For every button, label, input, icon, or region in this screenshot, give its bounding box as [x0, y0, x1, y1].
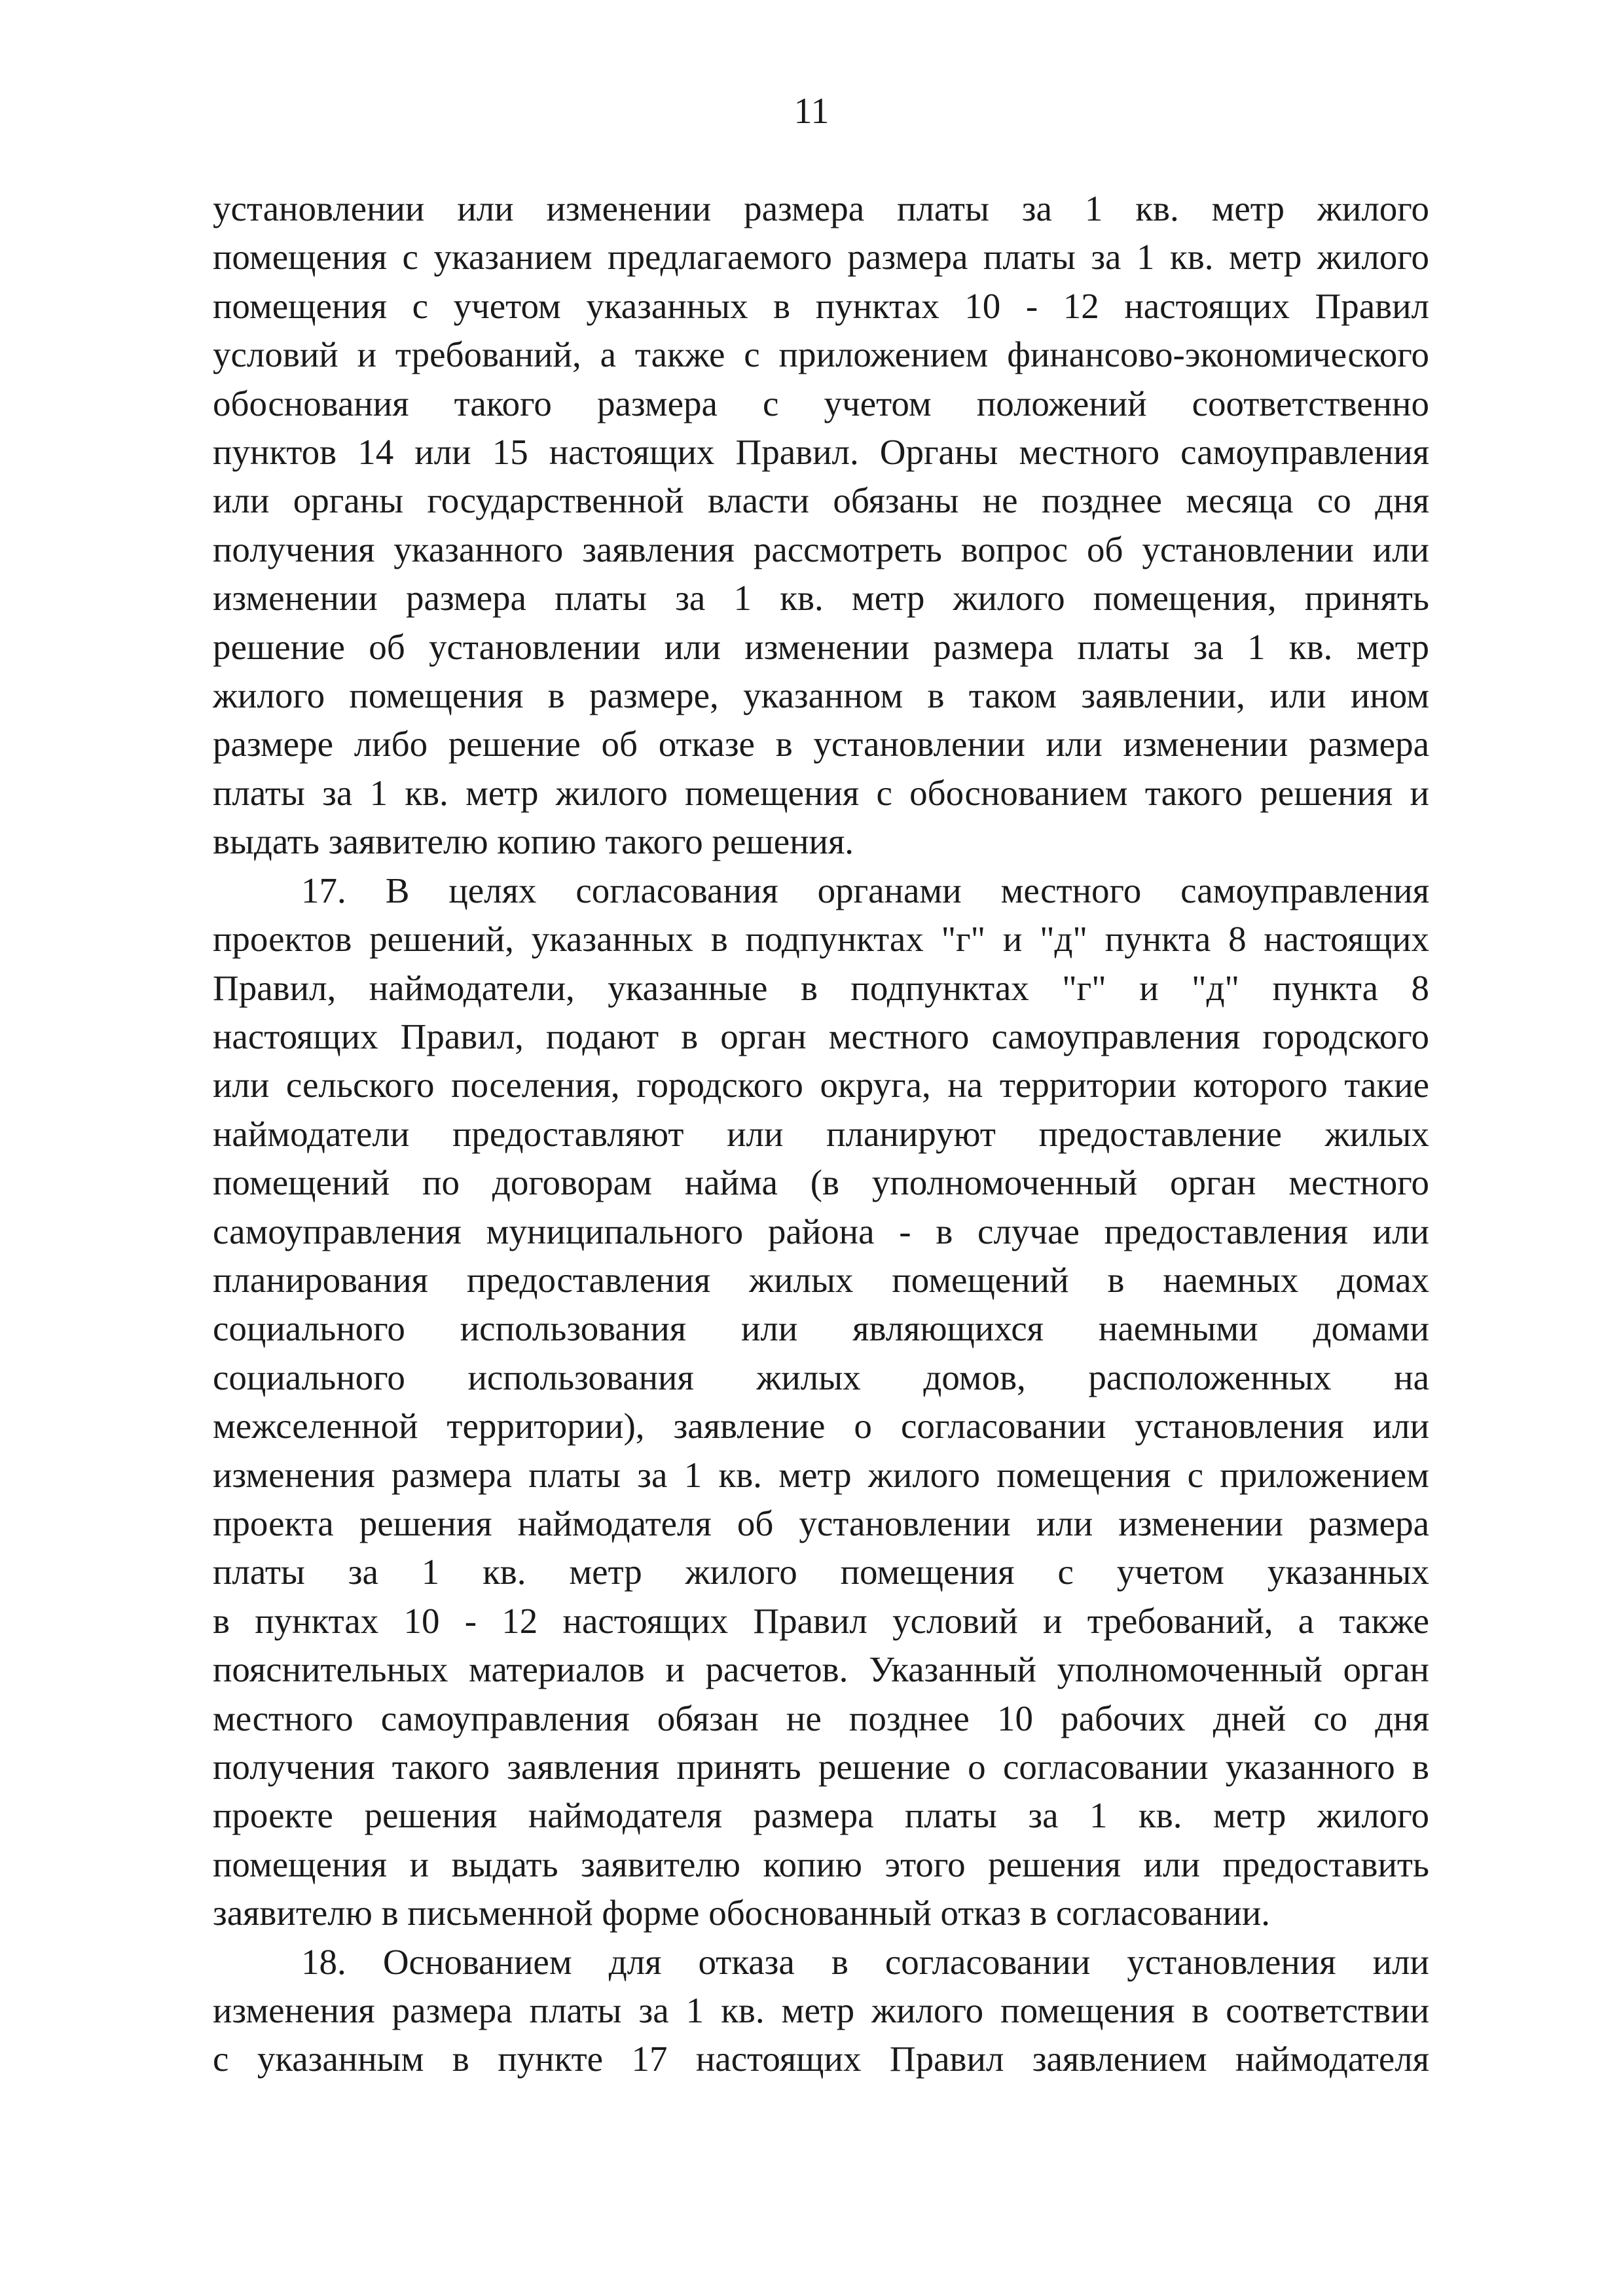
text-line: условий и требований, а также с приложением финансово-экономического [213, 334, 1429, 375]
text-line: помещений по договорам найма (в уполномоченный орган местного [213, 1162, 1429, 1203]
text-line: получения такого заявления принять решение о согласовании указанного в [213, 1747, 1429, 1787]
text-line: платы за 1 кв. метр жилого помещения с обоснованием такого решения и [213, 772, 1429, 813]
text-line: выдать заявителю копию такого решения. [213, 821, 854, 862]
text-line: проектов решений, указанных в подпунктах "г" и "д" пункта 8 настоящих [213, 919, 1429, 960]
paragraph-17 [213, 867, 1429, 1938]
text-line: самоуправления муниципального района - в случае предоставления или [213, 1211, 1429, 1251]
text-line: или сельского поселения, городского округа, на территории которого такие [213, 1065, 1429, 1105]
text-line: социального использования жилых домов, расположенных на [213, 1357, 1429, 1397]
text-line: изменения размера платы за 1 кв. метр жилого помещения в соответствии [213, 1990, 1429, 2031]
text-line: помещения и выдать заявителю копию этого решения или предоставить [213, 1844, 1429, 1884]
text-line: изменения размера платы за 1 кв. метр жилого помещения с приложением [213, 1454, 1429, 1495]
body-text [213, 185, 1429, 2084]
text-line: размере либо решение об отказе в установлении или изменении размера [213, 724, 1429, 764]
text-line: заявителю в письменной форме обоснованный отказ в согласовании. [213, 1893, 1271, 1933]
text-line: с указанным в пункте 17 настоящих Правил заявлением наймодателя [213, 2039, 1429, 2079]
text-line: Правил, наймодатели, указанные в подпунктах "г" и "д" пункта 8 [213, 967, 1429, 1008]
paragraph-18 [213, 1938, 1429, 2084]
text-line: проекте решения наймодателя размера платы за 1 кв. метр жилого [213, 1795, 1429, 1836]
text-line: или органы государственной власти обязаны не позднее месяца со дня [213, 480, 1429, 521]
text-line: установлении или изменении размера платы за 1 кв. метр жилого [213, 188, 1429, 228]
text-line: решение об установлении или изменении размера платы за 1 кв. метр [213, 626, 1429, 667]
text-line: социального использования или являющихся наемными домами [213, 1308, 1429, 1349]
text-line: местного самоуправления обязан не позднее 10 рабочих дней со дня [213, 1698, 1429, 1738]
text-line: наймодатели предоставляют или планируют предоставление жилых [213, 1113, 1429, 1154]
text-line: пояснительных материалов и расчетов. Указанный уполномоченный орган [213, 1649, 1429, 1690]
text-line: межселенной территории), заявление о согласовании установления или [213, 1406, 1429, 1446]
text-line: 17. В целях согласования органами местного самоуправления [301, 870, 1429, 910]
text-line: в пунктах 10 - 12 настоящих Правил условий и требований, а также [213, 1600, 1429, 1641]
text-line: платы за 1 кв. метр жилого помещения с учетом указанных [213, 1552, 1429, 1592]
text-line: жилого помещения в размере, указанном в таком заявлении, или ином [213, 675, 1429, 716]
text-line: планирования предоставления жилых помещений в наемных домах [213, 1259, 1429, 1300]
text-line: настоящих Правил, подают в орган местного самоуправления городского [213, 1016, 1429, 1056]
text-line: обоснования такого размера с учетом положений соответственно [213, 383, 1429, 423]
text-line: 18. Основанием для отказа в согласовании установления или [301, 1941, 1429, 1982]
text-line: получения указанного заявления рассмотреть вопрос об установлении или [213, 529, 1429, 569]
paragraph-continuation [213, 185, 1429, 867]
text-line: помещения с учетом указанных в пунктах 10 - 12 настоящих Правил [213, 285, 1429, 326]
page-number: 11 [793, 91, 830, 132]
text-line: пунктов 14 или 15 настоящих Правил. Органы местного самоуправления [213, 432, 1429, 473]
text-line: проекта решения наймодателя об установлении или изменении размера [213, 1503, 1429, 1543]
text-line: изменении размера платы за 1 кв. метр жилого помещения, принять [213, 578, 1429, 619]
text-line: помещения с указанием предлагаемого размера платы за 1 кв. метр жилого [213, 237, 1429, 278]
